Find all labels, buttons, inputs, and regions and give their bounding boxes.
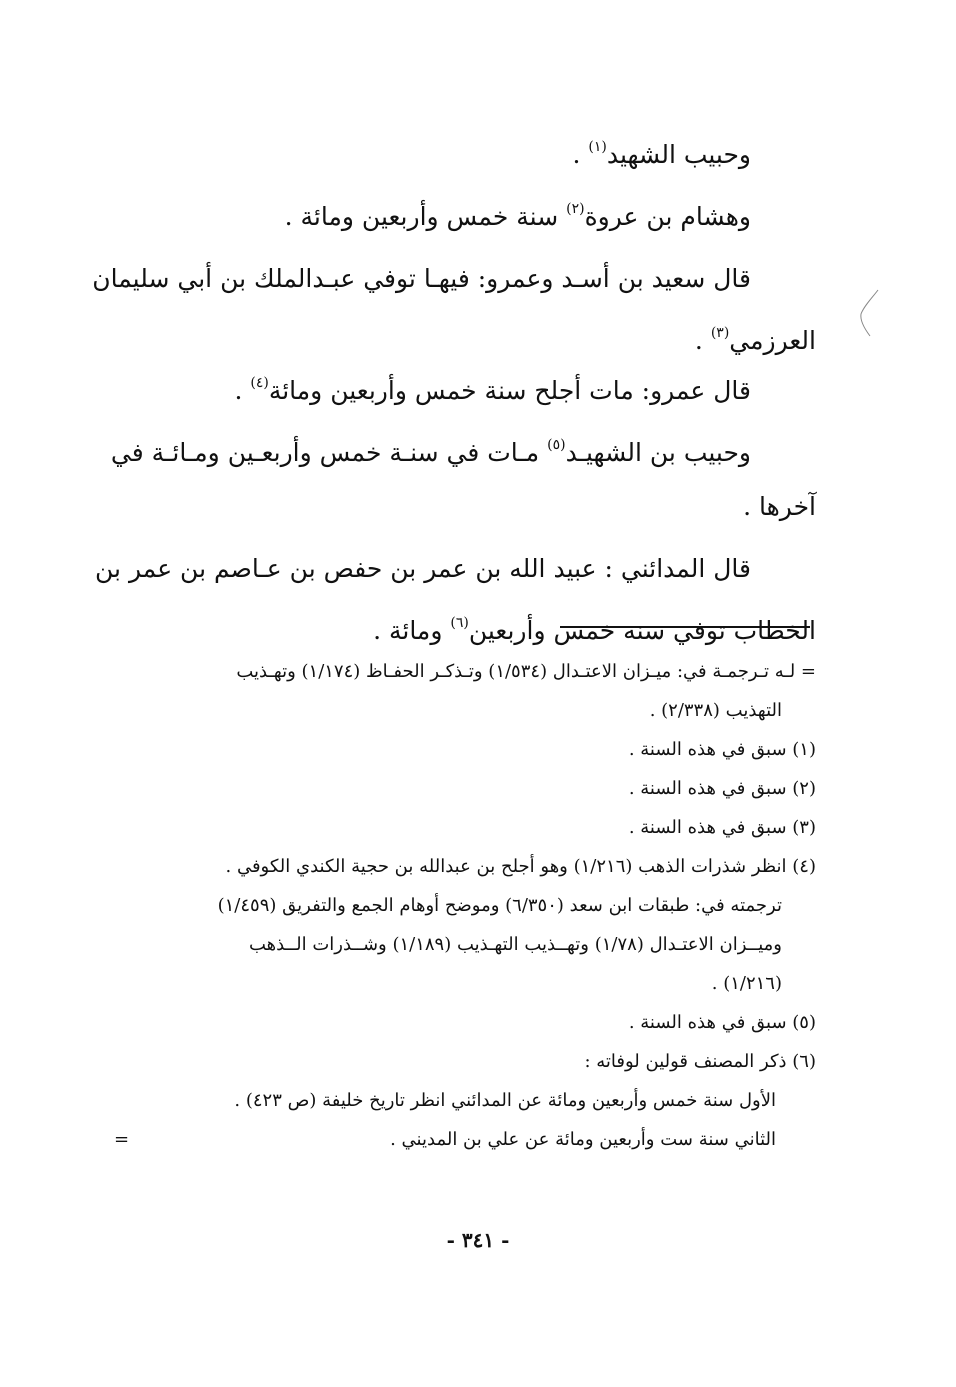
main-line: قال سعيد بن أسـد وعمرو: فيهـا توفي عبـدالملك بن أبي سليمان: [92, 264, 751, 293]
continuation-mark: =: [114, 1129, 130, 1150]
footnote-line: (٥) سبق في هذه السنة .: [628, 1012, 816, 1033]
footnote-line: التهذيب (٢/٣٣٨) .: [649, 700, 782, 721]
main-line: العرزمي$^{(٣)}$ .: [694, 325, 816, 355]
main-line: وحبيب الشهيد$^{(١)}$ .: [572, 139, 751, 169]
margin-pencil-mark-icon: [858, 288, 882, 338]
main-line: آخرها .: [743, 492, 816, 521]
main-line: الخطاب توفي سنة خمس وأربعين$^{(٦)}$ ومائة .: [373, 615, 816, 645]
footnote-line: ترجمته في: طبقات ابن سعد (٦/٣٥٠) وموضح أوهام الجمع والتفريق (١/٤٥٩): [217, 895, 782, 916]
main-line: قال المدائني : عبيد الله بن عمر بن حفص بن عـاصم بن عمر بن: [95, 554, 751, 583]
footnote-line: (٤) انظر شذرات الذهب (١/٢١٦) وهو أجلح بن عبدالله بن حجية الكندي الكوفي .: [225, 856, 816, 877]
footnote-line: الأول سنة خمس وأربعين ومائة عن المدائني انظر تاريخ خليفة (ص ٤٢٣) .: [234, 1090, 776, 1111]
footnote-line: (٢) سبق في هذه السنة .: [628, 778, 816, 799]
footnote-line: (٦) ذكر المصنف قولين لوفاته :: [584, 1051, 816, 1072]
footnote-line: (١/٢١٦) .: [711, 973, 782, 994]
main-line: وحبيب بن الشهيـد$^{(٥)}$ مـات في سنـة خمس وأربعـين ومـائـة في: [110, 437, 751, 467]
main-line: قال عمرو: مات أجلح سنة خمس وأربعين ومائة$^{(٤)}$ .: [234, 375, 751, 405]
footnote-line: (١) سبق في هذه السنة .: [628, 739, 816, 760]
page-number: - ٣٤١ -: [446, 1228, 510, 1252]
footnote-line: وميــزان الاعتـدال (١/٧٨) وتهــذيب التهـذيب (١/١٨٩) وشــذرات الــذهب: [248, 934, 782, 955]
footnote-line: (٣) سبق في هذه السنة .: [628, 817, 816, 838]
footnote-separator: [560, 626, 810, 628]
main-text: [92, 120, 816, 658]
footnotes: [110, 652, 816, 1159]
main-line: وهشام بن عروة$^{(٢)}$ سنة خمس وأربعين ومائة .: [284, 201, 751, 231]
footnote-line: = لـه تـرجمـة في: ميـزان الاعتـدال (١/٥٣٤) وتـذكـر الحفـاظ (١/١٧٤) وتهـذيب: [236, 661, 816, 682]
footnote-line: الثاني سنة ست وأربعين ومائة عن علي بن المديني .: [390, 1129, 776, 1150]
